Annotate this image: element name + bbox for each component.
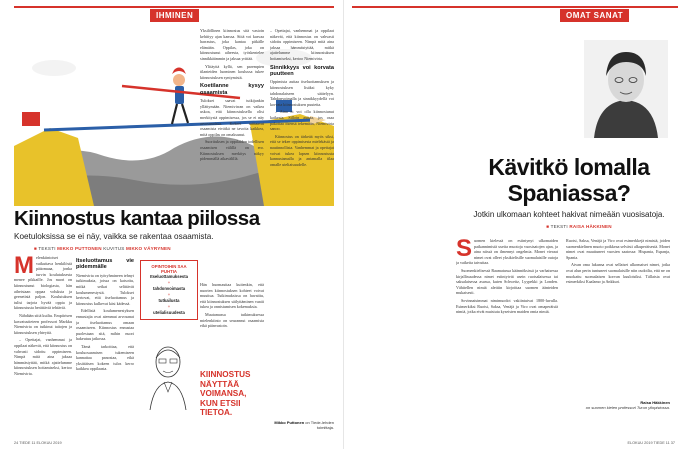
author-signature [566, 400, 670, 410]
info-box [140, 260, 198, 320]
right-page [343, 0, 686, 449]
info-box-item: Itseluottamuksesta [150, 274, 188, 279]
illustrator: MIKKO VÄYRYNEN [126, 246, 171, 251]
page-folio: ELOKUU 2019 TIEDE 11 37 [627, 441, 675, 445]
paragraph: Ruotsi, Saksa, Venäjä ja Viro ovat esimerkkejä nimistä, joiden suomenkielinen muoto poikkeaa selvästi alkuperäisestä. Monet nimet ovat muuttuneet vuosien saatossa: Hispania, Espanja, Spania. [566, 238, 670, 260]
page-title: Kävitkö lomalla Spaniassa? [488, 154, 650, 206]
byline-author: MIKKO PUTTONEN [57, 246, 102, 251]
article-column-2 [76, 255, 134, 437]
paragraph: – Opettajat, vanhemmat ja oppilaat näkevät, että kiinnostus on vahvasti sidottu oppimiseen. Nimpä mitä aina jaksaa hämmästyttää, mitkä ajattelumme kiinnostuksen hoitamiseksi, kertoo Niemivirta. [14, 337, 72, 376]
subheading: Sinnikkyys voi korvata puutteen [270, 64, 334, 77]
paragraph: Niemivirta on työryhmineen tehnyt tutkimuksia, joissa on katsottu, mitkä seikat selittävät koulumenestystä. Tulokset kertovat, että itseluottamus ja kiinnostus kulkevat käsi kädessä. [76, 272, 134, 306]
paragraph: Sovinnaisimmat nimimuodot vakiintuivat 1800-luvulla. Esimerkiksi Ruotsi, Saksa, Venäjä ja Viro ovat omaperäisiä nimiä, jotka eivät muistuta kyseisten maiden omia nimiä. [456, 297, 558, 315]
paragraph: – Opettajat, vanhemmat ja oppilaat näkevät, että kiinnostus on vahvasti sidottu oppimiseen. Nimpä mitä aina jaksaa hämmästyttää, mitkä ajattelumme kiinnostuksen hoitamiseksi, kertoo Niemivirta. [270, 28, 334, 61]
author-photo [584, 40, 668, 138]
paragraph: Yksilöllinen kiinnostus sitä vastoin kehittyy ajan kanssa. Siitä voi kasvaa harrastus, joka kantaa pitkälle elämään. Oppilas, joka on kiinnostunut aiheesta, työskentelee sinnikkäämmin ja jaksaa yrittää. [200, 28, 264, 61]
article-column-1 [456, 238, 558, 438]
info-box-item: tutkailusta [158, 298, 180, 303]
byline-label: TEKSTI [550, 224, 568, 229]
illustration-label: KUVITUS [103, 246, 125, 251]
info-box-title: OPINTOIHIN SAA PUHTIA [151, 264, 187, 274]
paragraph: elenkiintoiset vaikuttava henkilöstä pääomaaa, jonka turvin koulutuksesta menee pikkaille. Jos nuori on kiinnostunut biologiasta, hän aiheistaan oppaa voluksta ja geenetistä paljon. Koulutuksen tulisi tarjota hyvää oppia ja kiinnostusta herättäviä tehtäviä. [14, 255, 72, 311]
paragraph: uomen kielessä on esiintynyt ulkomaiden paikannimistä useita muotoja vuosisatojen ajan, ja aina niissä on ilmennyt ongelmia. Monet vieraat nimet ovat olleet yksikielisille suomalaisille outoja ja vaikeita taivuttaa. [456, 238, 558, 266]
article-column-1 [14, 255, 72, 437]
paragraph: Suomenkielisessä Raamatussa käännöksissä ja varhaisessa kirjallisuudessa nimet esiintyivät usein ruotsalaisessa tai saksalaisessa asussa, kuten Schweitz, Lyypekki ja Londen. Vähitellen nimiä alettiin kirjoittaa suomen äänteiden mukaisesti. [456, 267, 558, 296]
author-name: Mikko Puttonen [274, 420, 305, 425]
portrait-sketch [146, 340, 190, 410]
article-column-5 [270, 28, 334, 416]
paragraph: Tulokset saavat tutkijankin yllättymään. Niemivirran on vaikea uskoa, että kiinnostuksella olisi merkitystä oppimisessa, jos se ei näy arvosanoissa. Kokeet mittaavat osaamista eivätkä ne tavoita kaikkea, mitä oppilas on omaksunut. [200, 98, 264, 137]
info-box-separator: + [167, 292, 171, 297]
article-column-4 [200, 282, 264, 366]
section-label: OMAT SANAT [560, 9, 629, 22]
info-box-item: utelialisuudesta [153, 310, 185, 315]
paragraph: Hän huomauttaa kuitenkin, että nuorten kiinnostuksen kohteet voivat muuttua. Tutkimuksissa on havaittu, että kiinnostuksen säilyttäminen vaatii tukea ja onnistumisen kokemuksia. [200, 282, 264, 310]
deck: Koetuloksissa se ei näy, vaikka se rakentaa osaamista. [14, 232, 214, 241]
page-folio: 24 TIEDE 11 ELOKUU 2019 [14, 441, 62, 445]
author-name: Raisa Häkkinen [640, 400, 670, 405]
drop-cap: M [14, 255, 34, 279]
author-description: on Tiede-lehden toimittaja. [305, 420, 334, 430]
article-column-3 [200, 28, 264, 280]
author-description: on suomen kielen professori Turun yliopistossa. [585, 405, 670, 410]
paragraph: Aivan oma lukunsa ovat sellaiset ulkomaiset nimet, jotka ovat alun perin tuntuneet suomalaisille niin oudoilta, että ne on muokattu suomalaisen korvan kuuloisiksi. Tällaisia ovat esimerkiksi Kaalamo ja Ankkuri. [566, 262, 670, 285]
deck: Jotkin ulkomaan kohteet hakivat nimeään vuosisatoja. [473, 210, 665, 219]
paragraph: Nähdään siitä kuiltu. Empiirisen kasvatustieteen professori Markku Niemivirta on tutkinut taitojen ja kiinnostuksen yhteyttä. [14, 312, 72, 335]
byline-label: TEKSTI [38, 246, 56, 251]
byline-author: RAISA HÄKKINEN [569, 224, 612, 229]
byline-marker: ■ [546, 224, 550, 229]
paragraph: Oppimista auttaa itseluottamuksen ja kiinnostuksen lisäksi kyky tahdonalaiseen säätelyyn. Tahdonvoimalla ja sinnikkyydellä voi korvata kiinnostuksen puutetta. [270, 79, 334, 107]
paragraph: – Aina ei voi olla kiinnostunut kaikesta. Silloin auttaa, jos osaa pakottaa itsensä tekemään, Niemivirta sanoo. [270, 109, 334, 132]
byline-marker: ■ [34, 246, 37, 251]
article-column-2 [566, 238, 670, 392]
subheading: Koetilanne kysyy osaamista [200, 83, 264, 96]
paragraph: Tämä tarkoittaa, että kouluosaamisen tukemiseen kannattaa panostaa, eikä yksittäisen kokeen tulos kerro kaikkea oppilaasta. [76, 343, 134, 372]
paragraph: Suorituksen ja oppilaiden todellisen osaamisen välillä on ero. Kiinnostuksen merkitys näkyy pidemmällä aikavälillä. [200, 139, 264, 162]
info-box-separator: + [167, 304, 171, 309]
paragraph: Kiinnostus on tärkeää myös siksi, että se tekee oppimisesta mielekästä ja nautinnollista. Vanhemmat ja opettajat voivat tukea lapsen kiinnostusta kannustamalla ja antamalla tilaa omalle uteliaisuudelle. [270, 133, 334, 167]
paragraph: Edellisiä koulumenestyksen ennustajia ovat aiemmat arvosanat ja itseluottamus omaan osaamiseen. Kiinnostus ennustaa puolestaan sitä, mihin nuori hakeutuu jatkossa. [76, 308, 134, 342]
byline [514, 224, 644, 229]
paragraph: Ylitäyttä kyllä, sen parempien tilanteiden luominen koulussa tukee kiinnostuksen syntymistä. [200, 63, 264, 80]
pull-quote: KIINNOSTUS NÄYTTÄÄ VOIMANSA, KUN ETSII TIETOA. [200, 370, 251, 418]
section-label: IHMINEN [150, 9, 199, 22]
author-caption [270, 420, 334, 430]
subheading: Itseluottamus vie pidemmälle [76, 258, 134, 271]
page-title: Kiinnostus kantaa piilossa [14, 207, 260, 230]
info-box-separator: + [167, 280, 171, 285]
paragraph: Muutamassa tutkimuksessa mielenkiinto on seurannut osaamista eikä päinvastoin. [200, 311, 264, 329]
drop-cap: S [456, 238, 473, 262]
info-box-item: tahdonvoimasta [152, 286, 186, 291]
